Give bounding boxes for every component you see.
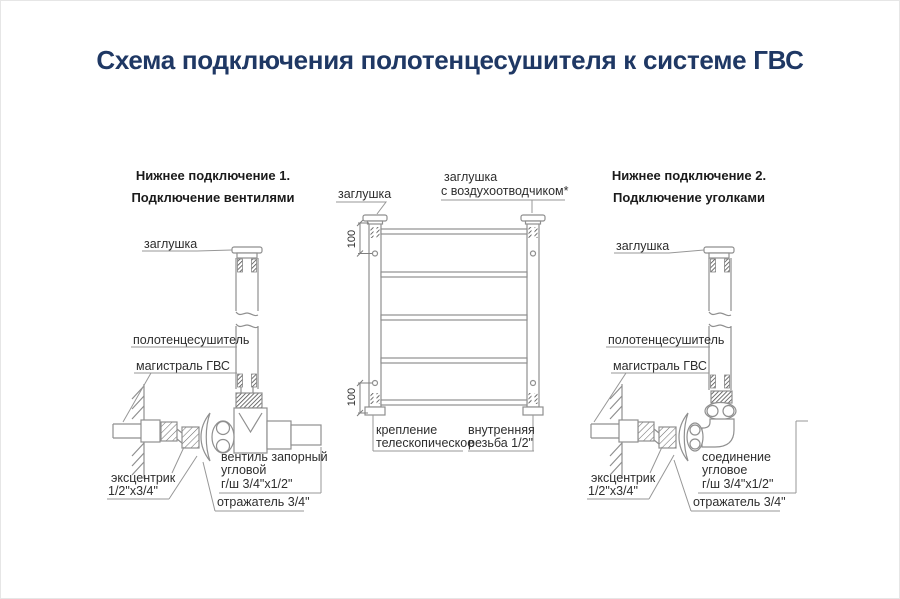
- left-section-heading-2: Подключение вентилями: [131, 190, 295, 205]
- middle-label-thread-1: внутренняя: [468, 423, 535, 437]
- right-label-towel-rail: полотенцесушитель: [608, 333, 725, 347]
- page-title: Схема подключения полотенцесушителя к системе ГВС: [96, 45, 804, 75]
- elbow-fitting: [702, 419, 734, 447]
- right-label-reflector: отражатель 3/4": [693, 495, 786, 509]
- mount-hole: [373, 381, 378, 386]
- right-label-plug: заглушка: [616, 239, 670, 253]
- right-label-elbow-3: г/ш 3/4"х1/2": [702, 477, 774, 491]
- middle-right-plug-cap: [521, 215, 545, 221]
- right-label-eccentric-1: эксцентрик: [591, 471, 656, 485]
- right-towel-pipe: [704, 247, 734, 390]
- right-section-heading-1: Нижнее подключение 2.: [611, 168, 767, 183]
- left-label-eccentric-1: эксцентрик: [111, 471, 176, 485]
- mount-hole: [531, 381, 536, 386]
- left-label-reflector: отражатель 3/4": [217, 495, 310, 509]
- left-label-valve-3: г/ш 3/4"х1/2": [221, 477, 293, 491]
- middle-label-air-plug-2: с воздухоотводчиком*: [441, 184, 569, 198]
- left-label-eccentric-2: 1/2"х3/4": [108, 484, 158, 498]
- left-towel-pipe: [232, 247, 262, 389]
- diagram-linework: [1, 1, 900, 599]
- right-label-eccentric-2: 1/2"х3/4": [588, 484, 638, 498]
- right-wall-and-pipe: [591, 384, 638, 479]
- left-label-plug: заглушка: [144, 237, 198, 251]
- middle-diagram: [336, 200, 565, 451]
- left-eccentric-block-1: [161, 422, 177, 441]
- left-label-supply: магистраль ГВС: [136, 359, 230, 373]
- left-section-heading-1: Нижнее подключение 1.: [135, 168, 291, 183]
- left-reflector-dome: [201, 413, 210, 461]
- right-label-supply: магистраль ГВС: [613, 359, 707, 373]
- middle-label-air-plug-1: заглушка: [444, 170, 498, 184]
- mount-hole: [373, 251, 378, 256]
- left-label-valve-2: угловой: [221, 463, 267, 477]
- middle-label-thread-2: резьба 1/2": [468, 436, 533, 450]
- right-eccentric-block-1: [638, 422, 654, 441]
- right-section-heading-2: Подключение уголками: [612, 190, 766, 205]
- left-label-towel-rail: полотенцесушитель: [133, 333, 250, 347]
- middle-label-mount-1: крепление: [376, 423, 438, 437]
- right-eccentric-block-2: [659, 427, 676, 448]
- left-label-valve-1: вентиль запорный: [221, 450, 328, 464]
- middle-label-mount-2: телескопическое: [376, 436, 475, 450]
- left-eccentric-block-2: [182, 427, 199, 448]
- dimension-100-top: 100: [346, 229, 358, 249]
- dimension-100-bottom: 100: [346, 387, 358, 407]
- right-label-elbow-2: угловое: [702, 463, 748, 477]
- rail-rungs: [381, 229, 527, 405]
- middle-label-plug: заглушка: [338, 187, 392, 201]
- middle-left-plug-cap: [363, 215, 387, 221]
- right-label-elbow-1: соединение: [702, 450, 771, 464]
- mount-hole: [531, 251, 536, 256]
